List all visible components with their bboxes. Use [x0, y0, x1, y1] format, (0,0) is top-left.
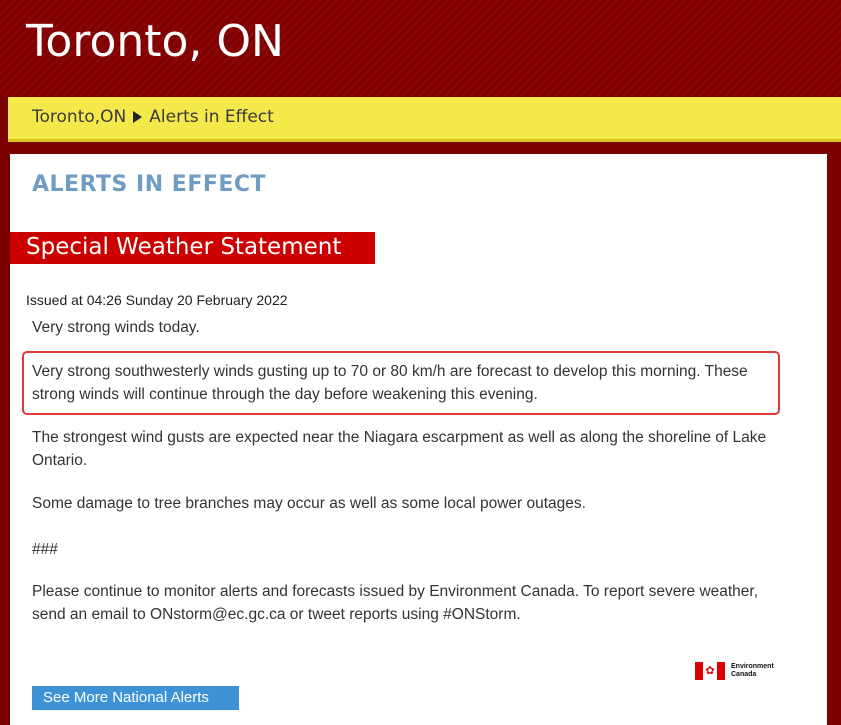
breadcrumb: [32, 107, 274, 127]
canada-flag-icon: ✿: [695, 662, 725, 680]
logo-line-2: Canada: [731, 671, 757, 678]
alert-paragraph: Very strong southwesterly winds gusting up to 70 or 80 km/h are forecast to develop this morning. These strong winds will continue through the day before weakening this evening.: [32, 363, 748, 403]
see-more-alerts-button[interactable]: See More National Alerts: [32, 686, 239, 710]
triangle-right-icon: [133, 111, 142, 123]
alert-type-banner: [10, 232, 375, 264]
alert-paragraph: Very strong winds today.: [32, 319, 200, 336]
issued-timestamp: Issued at 04:26 Sunday 20 February 2022: [26, 292, 288, 308]
alert-type-title: Special Weather Statement: [26, 234, 342, 260]
section-heading: ALERTS IN EFFECT: [32, 172, 267, 197]
header-bar: [0, 0, 841, 96]
alert-paragraph: The strongest wind gusts are expected near the Niagara escarpment as well as along the shoreline of Lake Ontario.: [32, 429, 767, 469]
alert-paragraph: Some damage to tree branches may occur as well as some local power outages.: [32, 495, 586, 512]
alert-paragraph: ###: [32, 541, 58, 558]
page-title: Toronto, ON: [26, 16, 284, 67]
breadcrumb-location-link[interactable]: Toronto,ON: [32, 107, 127, 127]
alerts-panel: [10, 154, 827, 725]
breadcrumb-current: Alerts in Effect: [149, 107, 274, 127]
environment-canada-logo: [695, 662, 774, 680]
breadcrumb-bar: [8, 97, 841, 142]
logo-line-1: Environment: [731, 663, 774, 670]
alert-paragraph: Please continue to monitor alerts and forecasts issued by Environment Canada. To report severe weather, send an email to ONstorm@ec.gc.ca or tweet reports using #ONStorm.: [32, 583, 759, 623]
